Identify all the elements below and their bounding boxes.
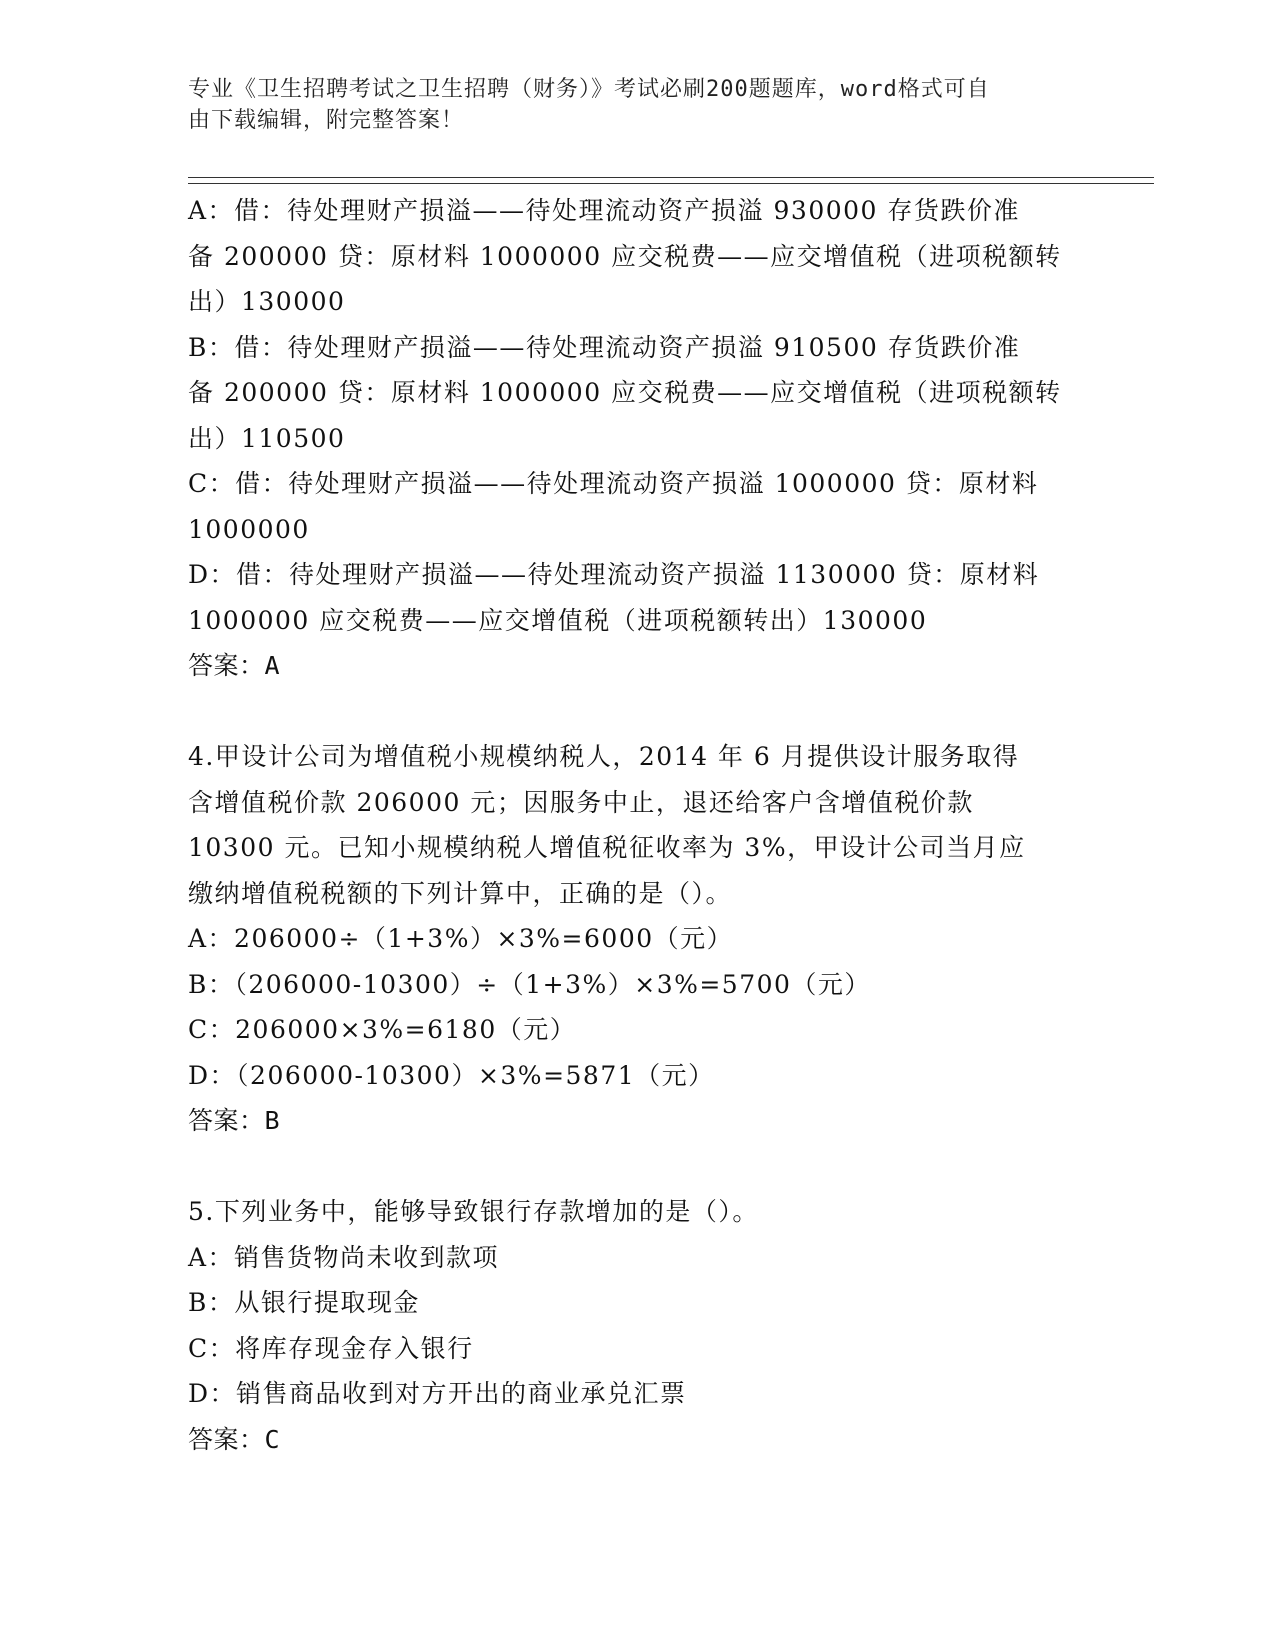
header-title-line-2: 由下载编辑，附完整答案！ (188, 108, 465, 133)
question-3-options (188, 188, 1088, 689)
q4-stem-line-4: 缴纳增值税税额的下列计算中，正确的是（）。 (188, 878, 733, 908)
header-divider-top (188, 177, 1154, 178)
q3-answer: 答案：A (188, 651, 281, 680)
q4-option-c: C：206000×3%=6180（元） (188, 1015, 577, 1044)
q3-option-a-line-1: A：借：待处理财产损溢——待处理流动资产损溢 930000 存货跌价准 (188, 196, 1020, 225)
q5-option-c: C：将库存现金存入银行 (188, 1333, 474, 1363)
q3-option-b-line-2: 备 200000 贷：原材料 1000000 应交税费——应交增值税（进项税额转 (188, 378, 1062, 407)
q5-option-a: A：销售货物尚未收到款项 (188, 1242, 500, 1272)
question-5 (188, 1189, 1088, 1462)
q5-stem: 5.下列业务中，能够导致银行存款增加的是（）。 (188, 1197, 759, 1226)
q5-answer: 答案：C (188, 1424, 281, 1454)
q3-option-b-line-3: 出）110500 (188, 423, 346, 453)
q3-option-c-line-2: 1000000 (188, 514, 310, 544)
spacer (188, 689, 1088, 735)
q3-option-b-line-1: B：借：待处理财产损溢——待处理流动资产损溢 910500 存货跌价准 (188, 332, 1021, 362)
q4-stem-line-1: 4.甲设计公司为增值税小规模纳税人，2014 年 6 月提供设计服务取得 (188, 742, 1020, 771)
q4-option-d: D：（206000-10300）×3%=5871（元） (188, 1060, 715, 1090)
q4-option-a: A：206000÷（1+3%）×3%=6000（元） (188, 924, 734, 953)
document-body (188, 188, 1088, 1462)
q3-option-a-line-2: 备 200000 贷：原材料 1000000 应交税费——应交增值税（进项税额转 (188, 241, 1062, 271)
q4-answer: 答案：B (188, 1106, 281, 1135)
q4-stem-line-2: 含增值税价款 206000 元；因服务中止，退还给客户含增值税价款 (188, 787, 974, 817)
q3-option-c-line-1: C：借：待处理财产损溢——待处理流动资产损溢 1000000 贷：原材料 (188, 469, 1039, 498)
spacer (188, 1144, 1088, 1190)
q3-option-d-line-2: 1000000 应交税费——应交增值税（进项税额转出）130000 (188, 605, 928, 635)
header-divider-bottom (188, 183, 1154, 184)
q5-option-b: B：从银行提取现金 (188, 1288, 420, 1317)
q4-option-b: B：（206000-10300）÷（1+3%）×3%=5700（元） (188, 969, 871, 999)
header-title-line-1: 专业《卫生招聘考试之卫生招聘（财务）》考试必刷200题题库，word格式可自 (188, 77, 990, 102)
document-header (188, 74, 1068, 136)
q4-stem-line-3: 10300 元。已知小规模纳税人增值税征收率为 3%，甲设计公司当月应 (188, 833, 1026, 862)
q5-option-d: D：销售商品收到对方开出的商业承兑汇票 (188, 1379, 687, 1408)
question-4 (188, 734, 1088, 1144)
q3-option-d-line-1: D：借：待处理财产损溢——待处理流动资产损溢 1130000 贷：原材料 (188, 560, 1040, 589)
q3-option-a-line-3: 出）130000 (188, 287, 346, 316)
